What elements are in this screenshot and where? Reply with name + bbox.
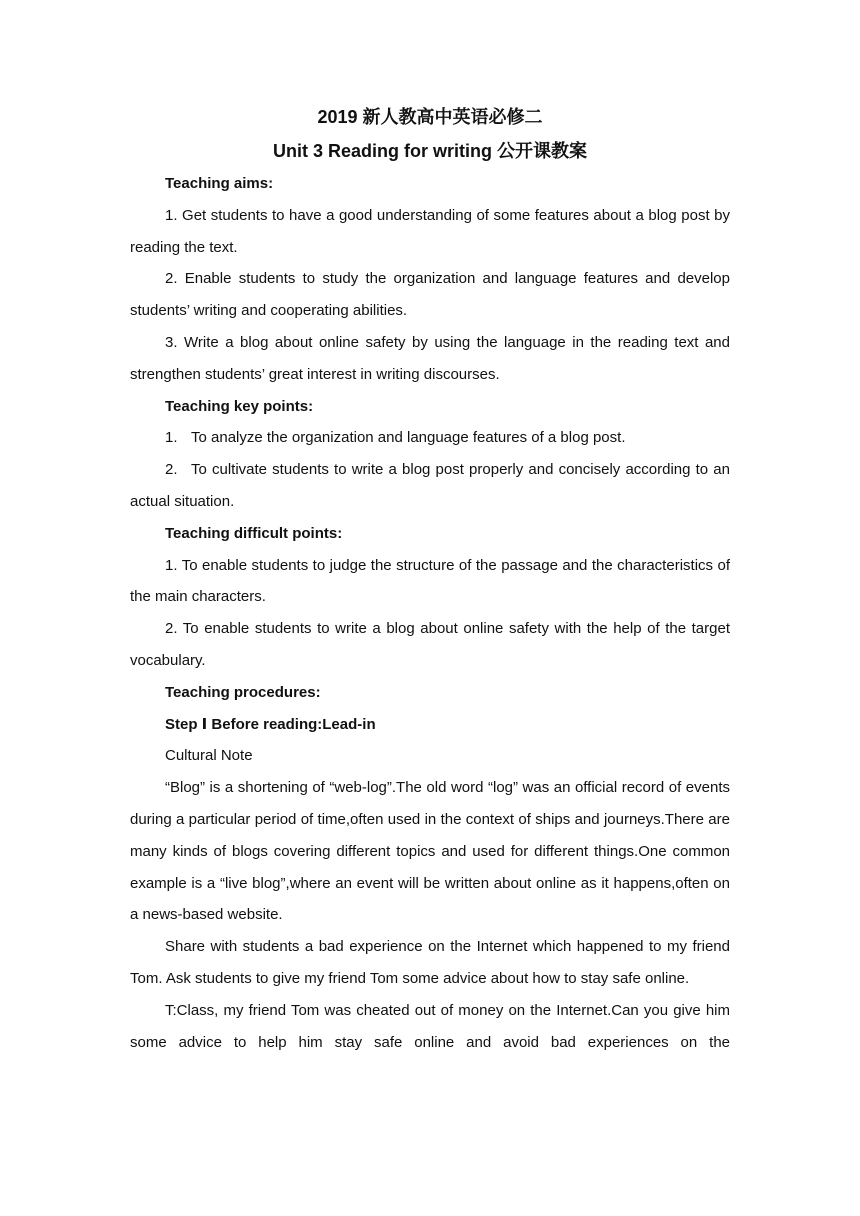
key-point-item bbox=[130, 422, 730, 454]
step-one-heading: Step Ⅰ Before reading:Lead-in bbox=[165, 715, 376, 733]
document-subtitle: Unit 3 Reading for writing 公开课教案 bbox=[273, 141, 587, 161]
key-point-item bbox=[130, 454, 730, 518]
document-title: 2019 新人教高中英语必修二 bbox=[317, 107, 543, 127]
procedures-heading: Teaching procedures: bbox=[165, 683, 321, 701]
difficult-point-item: 1. To enable students to judge the structure of the passage and the characteristics of the main characters. bbox=[130, 556, 730, 606]
cultural-note-label: Cultural Note bbox=[165, 747, 253, 765]
document-page bbox=[130, 100, 730, 1058]
key-point-text: To cultivate students to write a blog post properly and concisely according to an actual situation. bbox=[130, 461, 730, 510]
key-point-text: To analyze the organization and language features of a blog post. bbox=[191, 429, 626, 447]
difficult-point-item: 2. To enable students to write a blog about online safety with the help of the target vocabulary. bbox=[130, 620, 730, 669]
teaching-aims-heading: Teaching aims: bbox=[165, 175, 274, 192]
procedure-paragraph: Share with students a bad experience on the Internet which happened to my friend Tom. Ask students to give my friend Tom some advice about how to stay safe online. bbox=[130, 938, 730, 987]
aim-item: 2. Enable students to study the organization and language features and develop students’ writing and cooperating abilities. bbox=[130, 270, 730, 320]
aim-item: 1. Get students to have a good understanding of some features about a blog post by reading the text. bbox=[130, 206, 730, 256]
aim-item: 3. Write a blog about online safety by using the language in the reading text and strengthen students’ great interest in writing discourses. bbox=[130, 333, 730, 383]
procedure-paragraph: “Blog” is a shortening of “web-log”.The old word “log” was an official record of events during a particular period of time,often used in the context of ships and journeys.There are many kinds of blogs covering different topics and used for different things.One common example is a “live blog”,where an event will be written about online as it happens,often on a news-based website. bbox=[130, 779, 730, 924]
procedure-paragraph: T:Class, my friend Tom was cheated out of money on the Internet.Can you give him some advice to help him stay safe online and avoid bad experiences on the bbox=[130, 1001, 730, 1051]
key-point-number: 2. bbox=[165, 461, 178, 479]
difficult-points-heading: Teaching difficult points: bbox=[165, 524, 343, 542]
key-point-number: 1. bbox=[165, 429, 178, 447]
key-points-heading: Teaching key points: bbox=[165, 397, 314, 415]
